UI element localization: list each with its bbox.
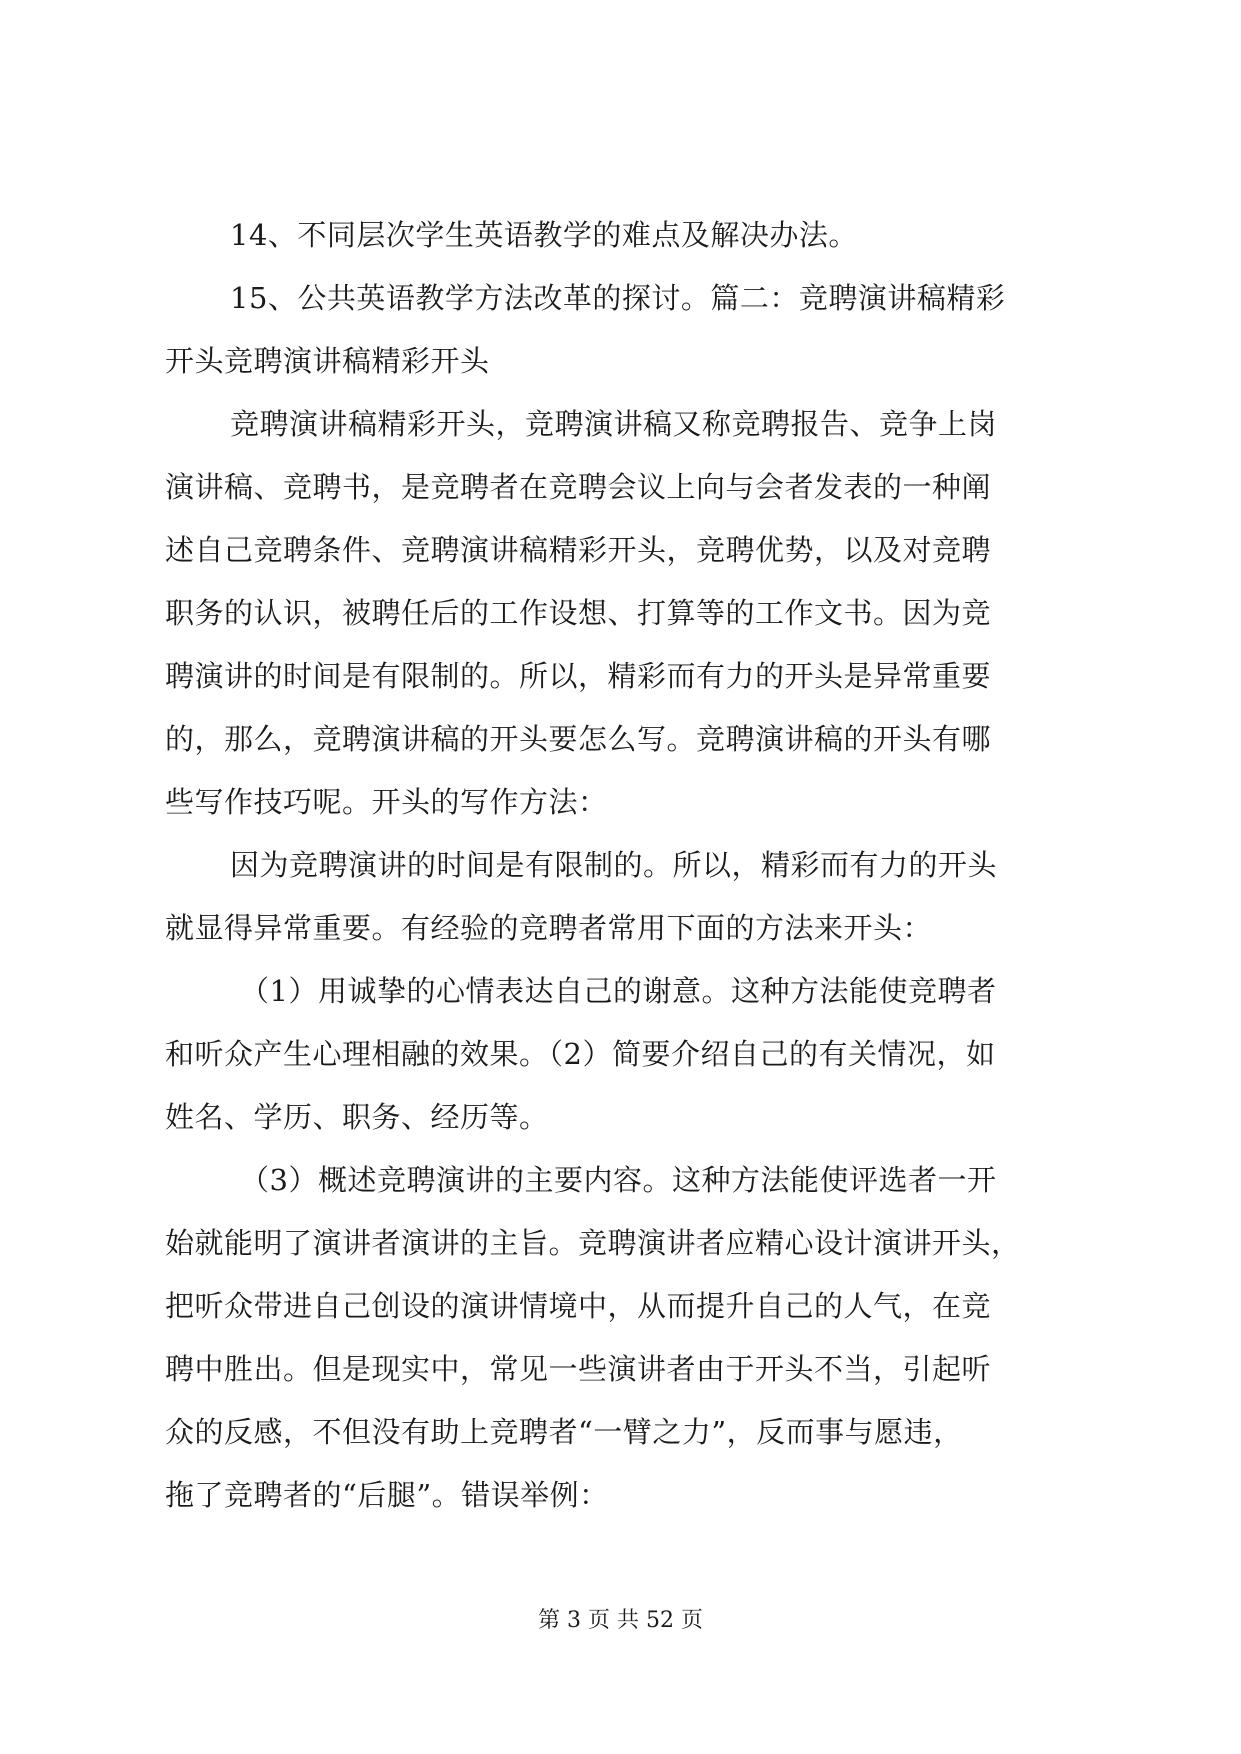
text-line: （3）概述竞聘演讲的主要内容。这种方法能使评选者一开 — [240, 1163, 997, 1197]
text-line: 姓名、学历、职务、经历等。 — [165, 1100, 549, 1134]
text-line: （1）用诚挚的心情表达自己的谢意。这种方法能使竞聘者 — [240, 974, 997, 1008]
text-line: 因为竞聘演讲的时间是有限制的。所以，精彩而有力的开头 — [230, 848, 998, 882]
text-line: 的，那么，竞聘演讲稿的开头要怎么写。竞聘演讲稿的开头有哪 — [165, 722, 992, 756]
text-line: 职务的认识，被聘任后的工作设想、打算等的工作文书。因为竞 — [165, 596, 992, 630]
text-line: 和听众产生心理相融的效果。（2）简要介绍自己的有关情况，如 — [165, 1037, 996, 1071]
text-line: 述自己竞聘条件、竞聘演讲稿精彩开头，竞聘优势，以及对竞聘 — [165, 533, 992, 567]
text-line: 开头竞聘演讲稿精彩开头 — [165, 344, 490, 378]
text-line: 聘中胜出。但是现实中，常见一些演讲者由于开头不当，引起听 — [165, 1352, 992, 1386]
text-line: 竞聘演讲稿精彩开头，竞聘演讲稿又称竞聘报告、竞争上岗 — [230, 407, 998, 441]
text-line: 演讲稿、竞聘书，是竞聘者在竞聘会议上向与会者发表的一种阐 — [165, 470, 992, 504]
text-line: 聘演讲的时间是有限制的。所以，精彩而有力的开头是异常重要 — [165, 659, 992, 693]
text-line: 拖了竞聘者的“后腿”。错误举例： — [165, 1478, 609, 1512]
text-line: 些写作技巧呢。开头的写作方法： — [165, 785, 608, 819]
text-line: 把听众带进自己创设的演讲情境中，从而提升自己的人气，在竞 — [165, 1289, 992, 1323]
page-number-footer: 第 3 页 共 52 页 — [538, 1608, 703, 1633]
text-line: 始就能明了演讲者演讲的主旨。竞聘演讲者应精心设计演讲开头， — [165, 1226, 1021, 1260]
text-line: 就显得异常重要。有经验的竞聘者常用下面的方法来开头： — [165, 911, 933, 945]
document-body — [165, 204, 1080, 1527]
text-line: 众的反感，不但没有助上竞聘者“一臂之力”，反而事与愿违， — [165, 1415, 963, 1449]
text-line: 14、不同层次学生英语教学的难点及解决办法。 — [230, 218, 858, 252]
text-line: 15、公共英语教学方法改革的探讨。篇二：竞聘演讲稿精彩 — [230, 281, 1006, 315]
